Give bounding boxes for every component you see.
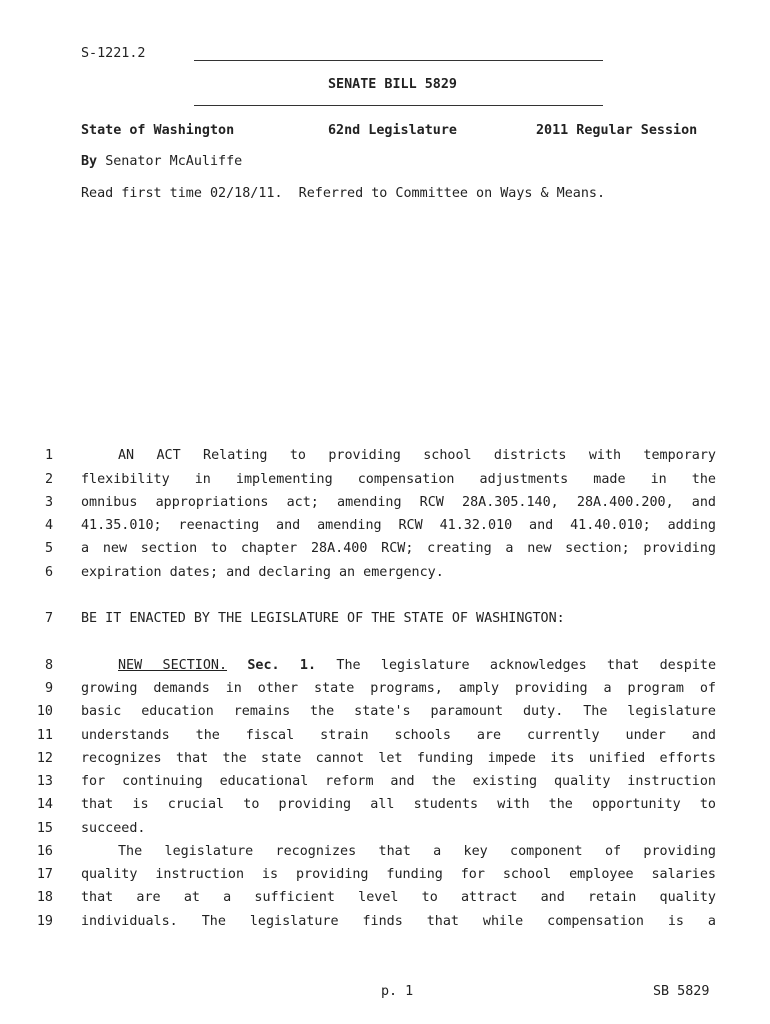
text-line: a new section to chapter 28A.400 RCW; creating a new section; providing (81, 541, 716, 556)
line-number: 12 (36, 751, 53, 766)
header-rule-bottom (194, 105, 603, 106)
new-section-label: NEW SECTION. (118, 658, 228, 673)
text-line: AN ACT Relating to providing school districts with temporary (118, 448, 716, 463)
text-line: that are at a sufficient level to attract and retain quality (81, 890, 716, 905)
text-line: flexibility in implementing compensation adjustments made in the (81, 472, 716, 487)
line-number: 3 (44, 495, 53, 510)
sponsor-name: Senator McAuliffe (105, 154, 243, 169)
footer-bill-ref: SB 5829 (653, 984, 710, 999)
text-line: individuals. The legislature finds that while compensation is a (81, 914, 716, 929)
text-line: omnibus appropriations act; amending RCW 28A.305.140, 28A.400.200, and (81, 495, 716, 510)
sponsor-line (81, 153, 242, 171)
document-id: S-1221.2 (81, 46, 146, 61)
line-number: 8 (44, 658, 53, 673)
text-line: growing demands in other state programs, amply providing a program of (81, 681, 716, 696)
section-number: Sec. 1. (247, 658, 317, 673)
line-number: 1 (44, 448, 53, 463)
text-line: understands the fiscal strain schools are currently under and (81, 728, 716, 743)
section-1-heading-line (81, 657, 716, 675)
line-number: 14 (36, 797, 53, 812)
text-line: basic education remains the state's paramount duty. The legislature (81, 704, 716, 719)
bill-title: SENATE BILL 5829 (328, 77, 457, 92)
line-number: 18 (36, 890, 53, 905)
text-line: succeed. (81, 821, 146, 836)
session-label: 2011 Regular Session (536, 123, 698, 138)
text-line: that is crucial to providing all students with the opportunity to (81, 797, 716, 812)
by-label: By (81, 154, 98, 169)
text-line: The legislature recognizes that a key component of providing (118, 844, 716, 859)
line-number: 16 (36, 844, 53, 859)
enacting-clause: BE IT ENACTED BY THE LEGISLATURE OF THE STATE OF WASHINGTON: (81, 611, 565, 626)
text-line: expiration dates; and declaring an emergency. (81, 565, 444, 580)
line-number: 7 (44, 611, 53, 626)
read-first-note: Read first time 02/18/11. Referred to Committee on Ways & Means. (81, 186, 606, 201)
line-number: 13 (36, 774, 53, 789)
line-number: 2 (44, 472, 53, 487)
line-number: 6 (44, 565, 53, 580)
header-rule-top (194, 60, 603, 61)
line-number: 5 (44, 541, 53, 556)
text-line: for continuing educational reform and the existing quality instruction (81, 774, 716, 789)
text-line: recognizes that the state cannot let funding impede its unified efforts (81, 751, 716, 766)
page-number: p. 1 (381, 984, 414, 999)
text-line: quality instruction is providing funding for school employee salaries (81, 867, 716, 882)
line-number: 11 (36, 728, 53, 743)
text-line: The legislature acknowledges that despite (336, 658, 717, 673)
legislature-label: 62nd Legislature (328, 123, 457, 138)
text-line: 41.35.010; reenacting and amending RCW 41.32.010 and 41.40.010; adding (81, 518, 716, 533)
line-number: 19 (36, 914, 53, 929)
state-label: State of Washington (81, 123, 235, 138)
line-number: 17 (36, 867, 53, 882)
line-number: 15 (36, 821, 53, 836)
line-number: 9 (44, 681, 53, 696)
line-number: 10 (36, 704, 53, 719)
line-number: 4 (44, 518, 53, 533)
